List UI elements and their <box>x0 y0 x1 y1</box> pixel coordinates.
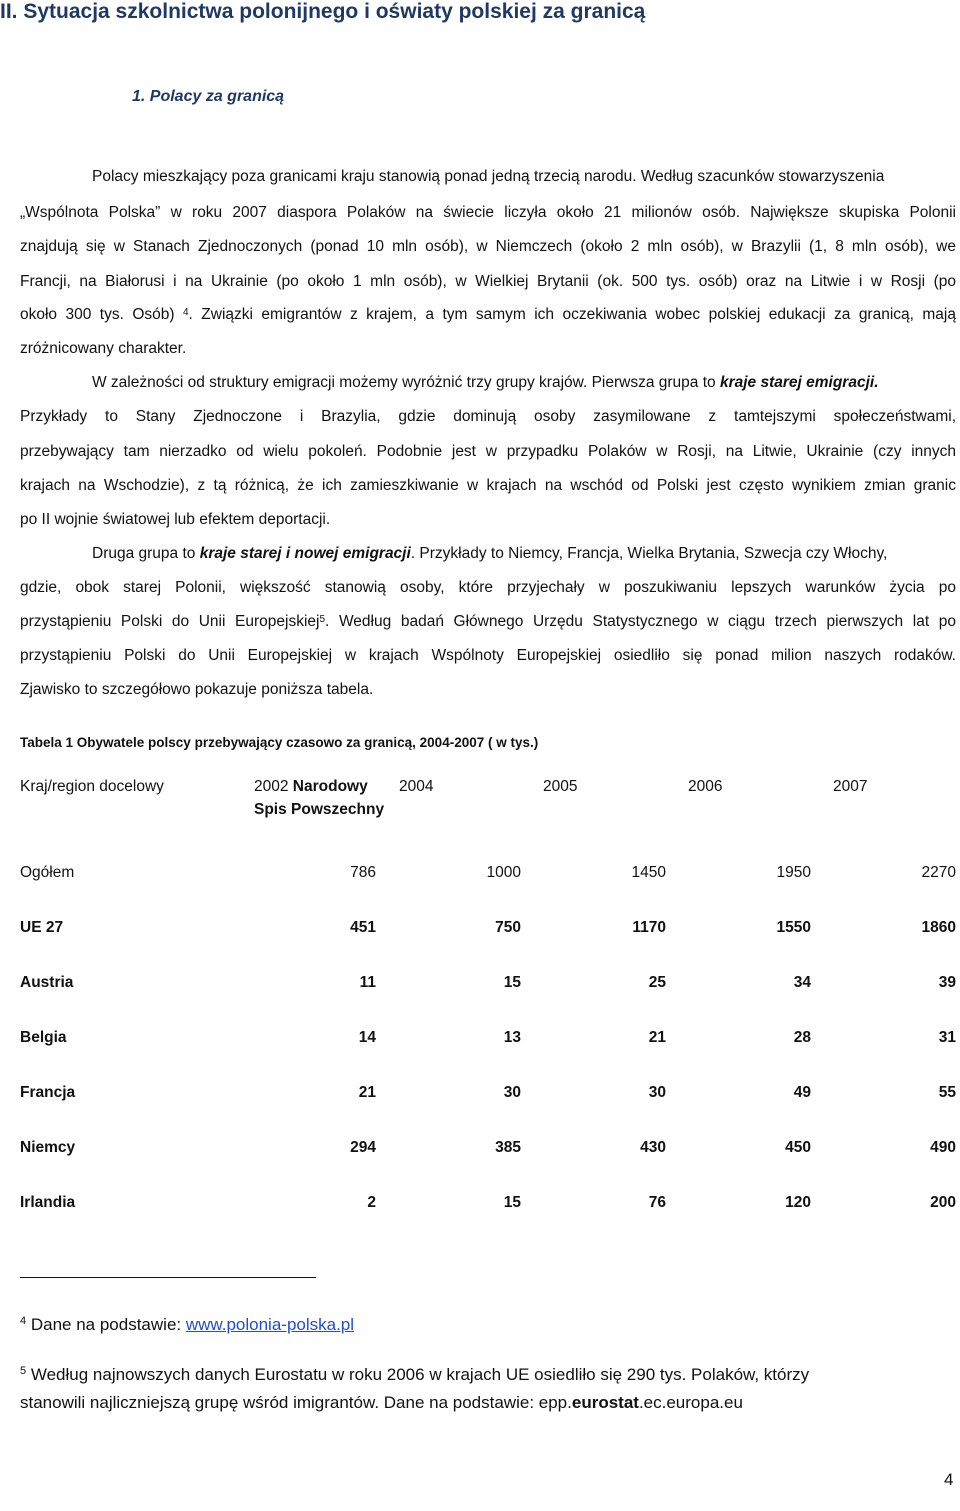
table-caption: Tabela 1 Obywatele polscy przebywający czasowo za granicą, 2004-2007 ( w tys.) <box>20 735 539 750</box>
footnote-5: $^5$ Według najnowszych danych Eurostatu w roku 2006 w krajach UE osiedliło się 290 tys. Polaków, którzy <box>20 1365 810 1384</box>
table-cell: 1450 <box>631 864 666 881</box>
table-header-2004: 2004 <box>399 778 434 795</box>
paragraph-line: po II wojnie światowej lub efektem deportacji. <box>20 511 331 528</box>
table-cell: 21 <box>648 1029 666 1046</box>
table-header-2006: 2006 <box>688 778 723 795</box>
paragraph-line: znajdują się w Stanach Zjednoczonych (ponad 10 mln osób), w Niemczech (około 2 mln osób), w Brazylii (1, 8 mln osób), we <box>20 238 956 255</box>
table-cell: 451 <box>350 919 376 936</box>
table-cell: 1550 <box>776 919 811 936</box>
table-cell: 1000 <box>486 864 521 881</box>
table-row-label: UE 27 <box>20 919 64 936</box>
table-cell: 15 <box>503 1194 521 1211</box>
table-cell: 2 <box>367 1194 376 1211</box>
table-cell: 450 <box>785 1139 811 1156</box>
table-cell: 55 <box>938 1084 956 1101</box>
paragraph-line: Druga grupa to kraje starej i nowej emigracji. Przykłady to Niemcy, Francja, Wielka Brytania, Szwecja czy Włochy, <box>92 545 888 562</box>
paragraph-line: Zjawisko to szczegółowo pokazuje poniższa tabela. <box>20 681 374 698</box>
table-cell: 30 <box>648 1084 666 1101</box>
table-cell: 15 <box>503 974 521 991</box>
footnote-separator <box>20 1277 316 1278</box>
table-cell: 490 <box>930 1139 956 1156</box>
paragraph-line: około 300 tys. Osób) $^4$. Związki emigrantów z krajem, a tym samym ich oczekiwania wobec polskiej edukacji za granicą, mają <box>20 306 956 323</box>
footnote-ref-4[interactable]: 4 <box>182 307 189 318</box>
paragraph-line: przystąpieniu Polski do Unii Europejskiej$^5$. Według badań Głównego Urzędu Statystycznego w ciągu trzech pierwszych lat po <box>20 613 956 630</box>
table-cell: 750 <box>495 919 521 936</box>
table-cell: 76 <box>648 1194 666 1211</box>
emphasis-old-new-emigration: kraje starej i nowej emigracji <box>199 545 411 562</box>
polonia-polska-link[interactable]: www.polonia-polska.pl <box>185 1315 355 1334</box>
paragraph-line: W zależności od struktury emigracji możemy wyróżnić trzy grupy krajów. Pierwsza grupa to kraje starej emigracji. <box>92 374 879 391</box>
footnote-4: $^4$ Dane na podstawie: www.polonia-polska.pl <box>20 1315 355 1334</box>
table-header-2005: 2005 <box>543 778 578 795</box>
table-cell: 200 <box>930 1194 956 1211</box>
table-cell: 120 <box>785 1194 811 1211</box>
table-cell: 30 <box>503 1084 521 1101</box>
table-cell: 1950 <box>776 864 811 881</box>
paragraph-line: gdzie, obok starej Polonii, większość stanowią osoby, które przyjechały w poszukiwaniu lepszych warunków życia po <box>20 579 956 596</box>
table-cell: 1860 <box>921 919 956 936</box>
table-row-label: Austria <box>20 974 74 991</box>
table-cell: 430 <box>640 1139 666 1156</box>
table-header-census: 2002 Narodowy Spis Powszechny <box>254 778 385 818</box>
table-cell: 31 <box>938 1029 956 1046</box>
paragraph-line: Przykłady to Stany Zjednoczone i Brazylia, gdzie dominują osoby zasymilowane z tamtejszymi społeczeństwami, <box>20 408 956 425</box>
paragraph-line: Polacy mieszkający poza granicami kraju stanowią ponad jedną trzecią narodu. Według szacunków stowarzyszenia <box>92 168 885 185</box>
footnote-ref-5[interactable]: 5 <box>319 614 326 625</box>
table-cell: 49 <box>793 1084 811 1101</box>
paragraph-line: przebywający tam nierzadko od wielu pokoleń. Podobnie jest w przypadku Polaków w Rosji, na Litwie, Ukrainie (czy innych <box>20 443 956 460</box>
table-row-label: Niemcy <box>20 1139 76 1156</box>
footnote-5-continued: stanowili najliczniejszą grupę wśród imigrantów. Dane na podstawie: epp.eurostat.ec.europa.eu <box>20 1393 743 1412</box>
table-row-label: Irlandia <box>20 1194 76 1211</box>
table-cell: 385 <box>495 1139 521 1156</box>
table-cell: 2270 <box>921 864 956 881</box>
paragraph-line: krajach na Wschodzie), z tą różnicą, że ich zamieszkiwanie w krajach na wschód od Polski jest często wynikiem zmian granic <box>20 477 956 494</box>
table-cell: 11 <box>359 974 376 991</box>
table-cell: 39 <box>938 974 956 991</box>
paragraph-line: zróżnicowany charakter. <box>20 340 187 357</box>
table-cell: 28 <box>793 1029 811 1046</box>
paragraph-line: Francji, na Białorusi i na Ukrainie (po około 1 mln osób), w Wielkiej Brytanii (ok. 500 tys. osób) oraz na Litwie i w Rosji (po <box>20 273 956 290</box>
table-cell: 25 <box>648 974 666 991</box>
table-row-label: Ogółem <box>20 864 75 881</box>
table-cell: 34 <box>793 974 811 991</box>
table-cell: 786 <box>350 864 376 881</box>
table-row-label: Belgia <box>20 1029 67 1046</box>
page-number: 4 <box>944 1470 954 1489</box>
chapter-heading: II. Sytuacja szkolnictwa polonijnego i oświaty polskiej za granicą <box>0 0 646 23</box>
table-header-2007: 2007 <box>833 778 868 795</box>
table-cell: 13 <box>503 1029 521 1046</box>
table-header-region: Kraj/region docelowy <box>20 778 164 795</box>
table-cell: 1170 <box>632 919 666 936</box>
paragraph-line: przystąpieniu Polski do Unii Europejskiej w krajach Wspólnoty Europejskiej osiedliło się ponad milion naszych rodaków. <box>20 647 956 664</box>
table-row-label: Francja <box>20 1084 76 1101</box>
table-cell: 14 <box>358 1029 376 1046</box>
table-cell: 294 <box>350 1139 376 1156</box>
section-heading: 1. Polacy za granicą <box>132 88 285 105</box>
paragraph-line: „Wspólnota Polska” w roku 2007 diaspora Polaków na świecie liczyła około 21 milionów osób. Największe skupiska Polonii <box>20 204 956 221</box>
emphasis-old-emigration: kraje starej emigracji. <box>719 374 879 391</box>
table-cell: 21 <box>358 1084 376 1101</box>
